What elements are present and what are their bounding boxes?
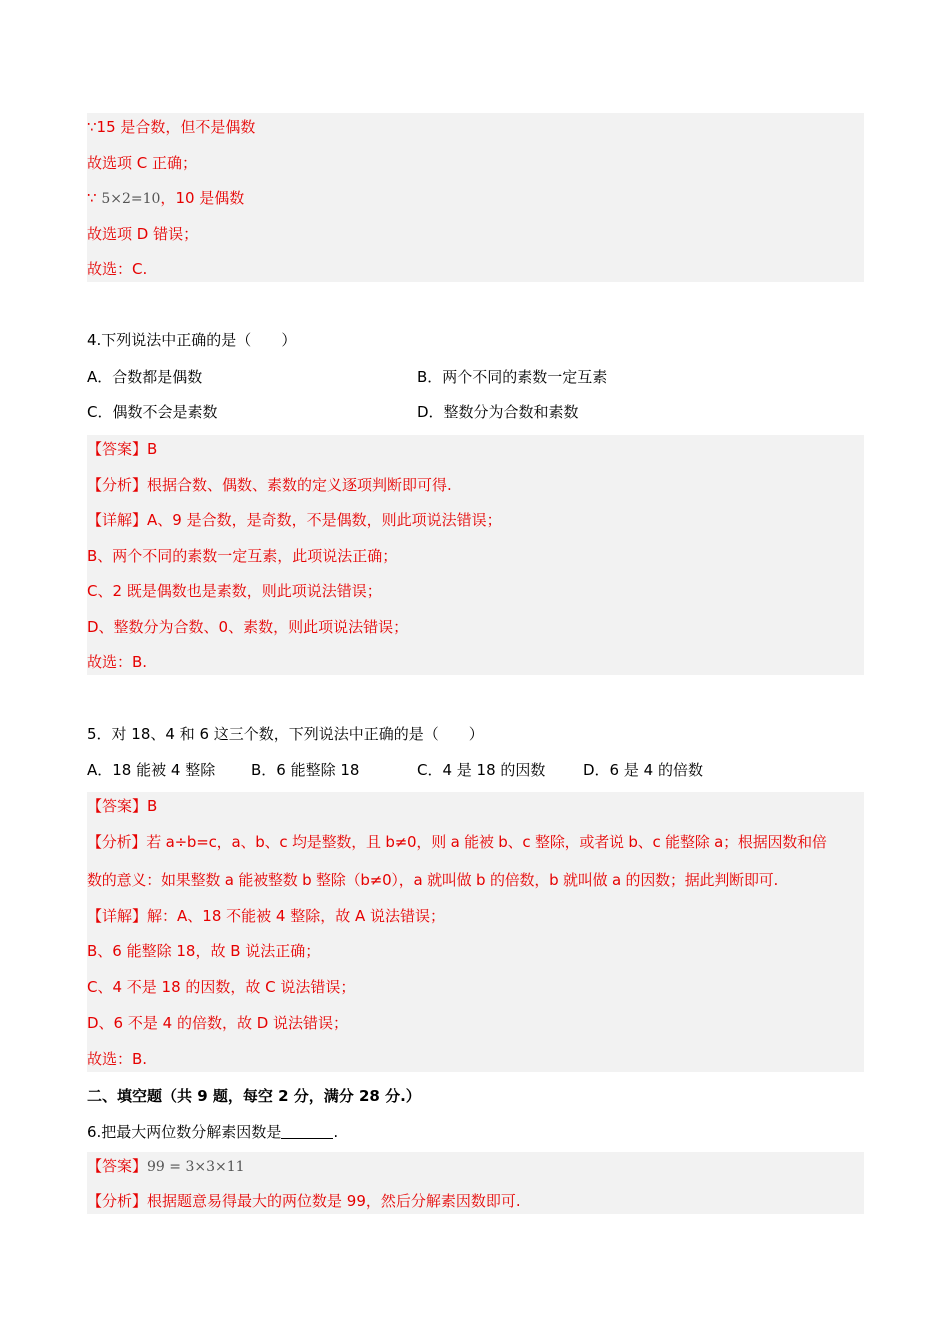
answer-value: B xyxy=(147,797,158,815)
prev-solution-line-3 xyxy=(87,187,244,209)
analysis-tag: 【分析】 xyxy=(87,833,147,851)
q5-answer xyxy=(87,795,157,817)
q4-stem: 4.下列说法中正确的是（ ） xyxy=(87,331,297,349)
math-expression: 5×2=10 xyxy=(101,191,161,207)
q4-option-c: C．偶数不会是素数 xyxy=(87,403,218,421)
because-symbol: ∵ xyxy=(87,189,97,207)
prev-solution-line-5: 故选：C. xyxy=(87,260,148,278)
q4-answer xyxy=(87,438,157,460)
answer-expression: 99 = 3×3×11 xyxy=(147,1159,245,1175)
prev-solution-line-4: 故选项 D 错误； xyxy=(87,225,199,243)
q5-analysis-line-2: 数的意义：如果整数 a 能被整数 b 整除（b≠0），a 就叫做 b 的倍数，b 就叫做 a 的因数；据此判断即可. xyxy=(87,871,779,889)
detail-tag: 【详解】 xyxy=(87,511,148,529)
q5-detail-line-4: D、6 不是 4 的倍数，故 D 说法错误； xyxy=(87,1014,349,1032)
q5-solution-box xyxy=(87,792,864,1072)
q6-analysis xyxy=(87,1190,521,1212)
q4-analysis xyxy=(87,474,452,496)
detail-text: A、9 是合数，是奇数，不是偶数，则此项说法错误； xyxy=(147,511,502,529)
answer-tag: 【答案】 xyxy=(87,440,148,458)
q4-detail-line-3: C、2 既是偶数也是素数，则此项说法错误； xyxy=(87,582,382,600)
answer-blank xyxy=(281,1124,333,1139)
q6-stem-end: . xyxy=(333,1123,339,1141)
q5-detail-line-1 xyxy=(87,905,445,927)
q6-answer xyxy=(87,1155,245,1177)
q4-solution-box xyxy=(87,435,864,675)
detail-text: 解：A、18 不能被 4 整除，故 A 说法错误； xyxy=(147,907,446,925)
analysis-text: 若 a÷b=c，a、b、c 均是整数，且 b≠0，则 a 能被 b、c 整除，或者说 b、c 能整除 a；根据因数和倍 xyxy=(146,833,827,851)
q4-option-a: A．合数都是偶数 xyxy=(87,368,203,386)
q5-detail-line-2: B、6 能整除 18，故 B 说法正确； xyxy=(87,942,321,960)
answer-tag: 【答案】 xyxy=(87,797,148,815)
prev-solution-line-2: 故选项 C 正确； xyxy=(87,154,198,172)
math-separator: ， xyxy=(160,189,176,207)
q4-option-d: D．整数分为合数和素数 xyxy=(417,403,579,421)
q5-option-a: A．18 能被 4 整除 xyxy=(87,761,216,779)
q5-analysis-line-1 xyxy=(87,831,827,853)
section-heading: 二、填空题（共 9 题，每空 2 分，满分 28 分.） xyxy=(87,1087,421,1105)
answer-value: B xyxy=(147,440,158,458)
q5-stem: 5．对 18、4 和 6 这三个数，下列说法中正确的是（ ） xyxy=(87,725,484,743)
q4-detail-line-2: B、两个不同的素数一定互素，此项说法正确； xyxy=(87,547,398,565)
analysis-tag: 【分析】 xyxy=(87,476,148,494)
detail-tag: 【详解】 xyxy=(87,907,148,925)
prev-solution-box xyxy=(87,113,864,282)
q4-detail-line-4: D、整数分为合数、0、素数，则此项说法错误； xyxy=(87,618,409,636)
q5-option-b: B．6 能整除 18 xyxy=(251,761,360,779)
q5-detail-line-3: C、4 不是 18 的因数，故 C 说法错误； xyxy=(87,978,356,996)
answer-tag: 【答案】 xyxy=(87,1157,148,1175)
analysis-tag: 【分析】 xyxy=(87,1192,148,1210)
analysis-text: 根据合数、偶数、素数的定义逐项判断即可得. xyxy=(147,476,452,494)
q5-option-d: D．6 是 4 的倍数 xyxy=(583,761,703,779)
q5-detail-line-5: 故选：B. xyxy=(87,1050,148,1068)
q6-stem xyxy=(87,1121,338,1143)
q4-detail-line-1 xyxy=(87,509,502,531)
q6-stem-text: 6.把最大两位数分解素因数是 xyxy=(87,1123,282,1141)
prev-solution-line-1: ∵15 是合数，但不是偶数 xyxy=(87,118,256,136)
prev-solution-line-3-text: 10 是偶数 xyxy=(175,189,245,207)
analysis-text: 根据题意易得最大的两位数是 99，然后分解素因数即可. xyxy=(147,1192,521,1210)
q4-option-b: B．两个不同的素数一定互素 xyxy=(417,368,608,386)
q5-option-c: C．4 是 18 的因数 xyxy=(417,761,546,779)
q6-solution-box xyxy=(87,1152,864,1214)
q4-detail-line-5: 故选：B. xyxy=(87,653,148,671)
